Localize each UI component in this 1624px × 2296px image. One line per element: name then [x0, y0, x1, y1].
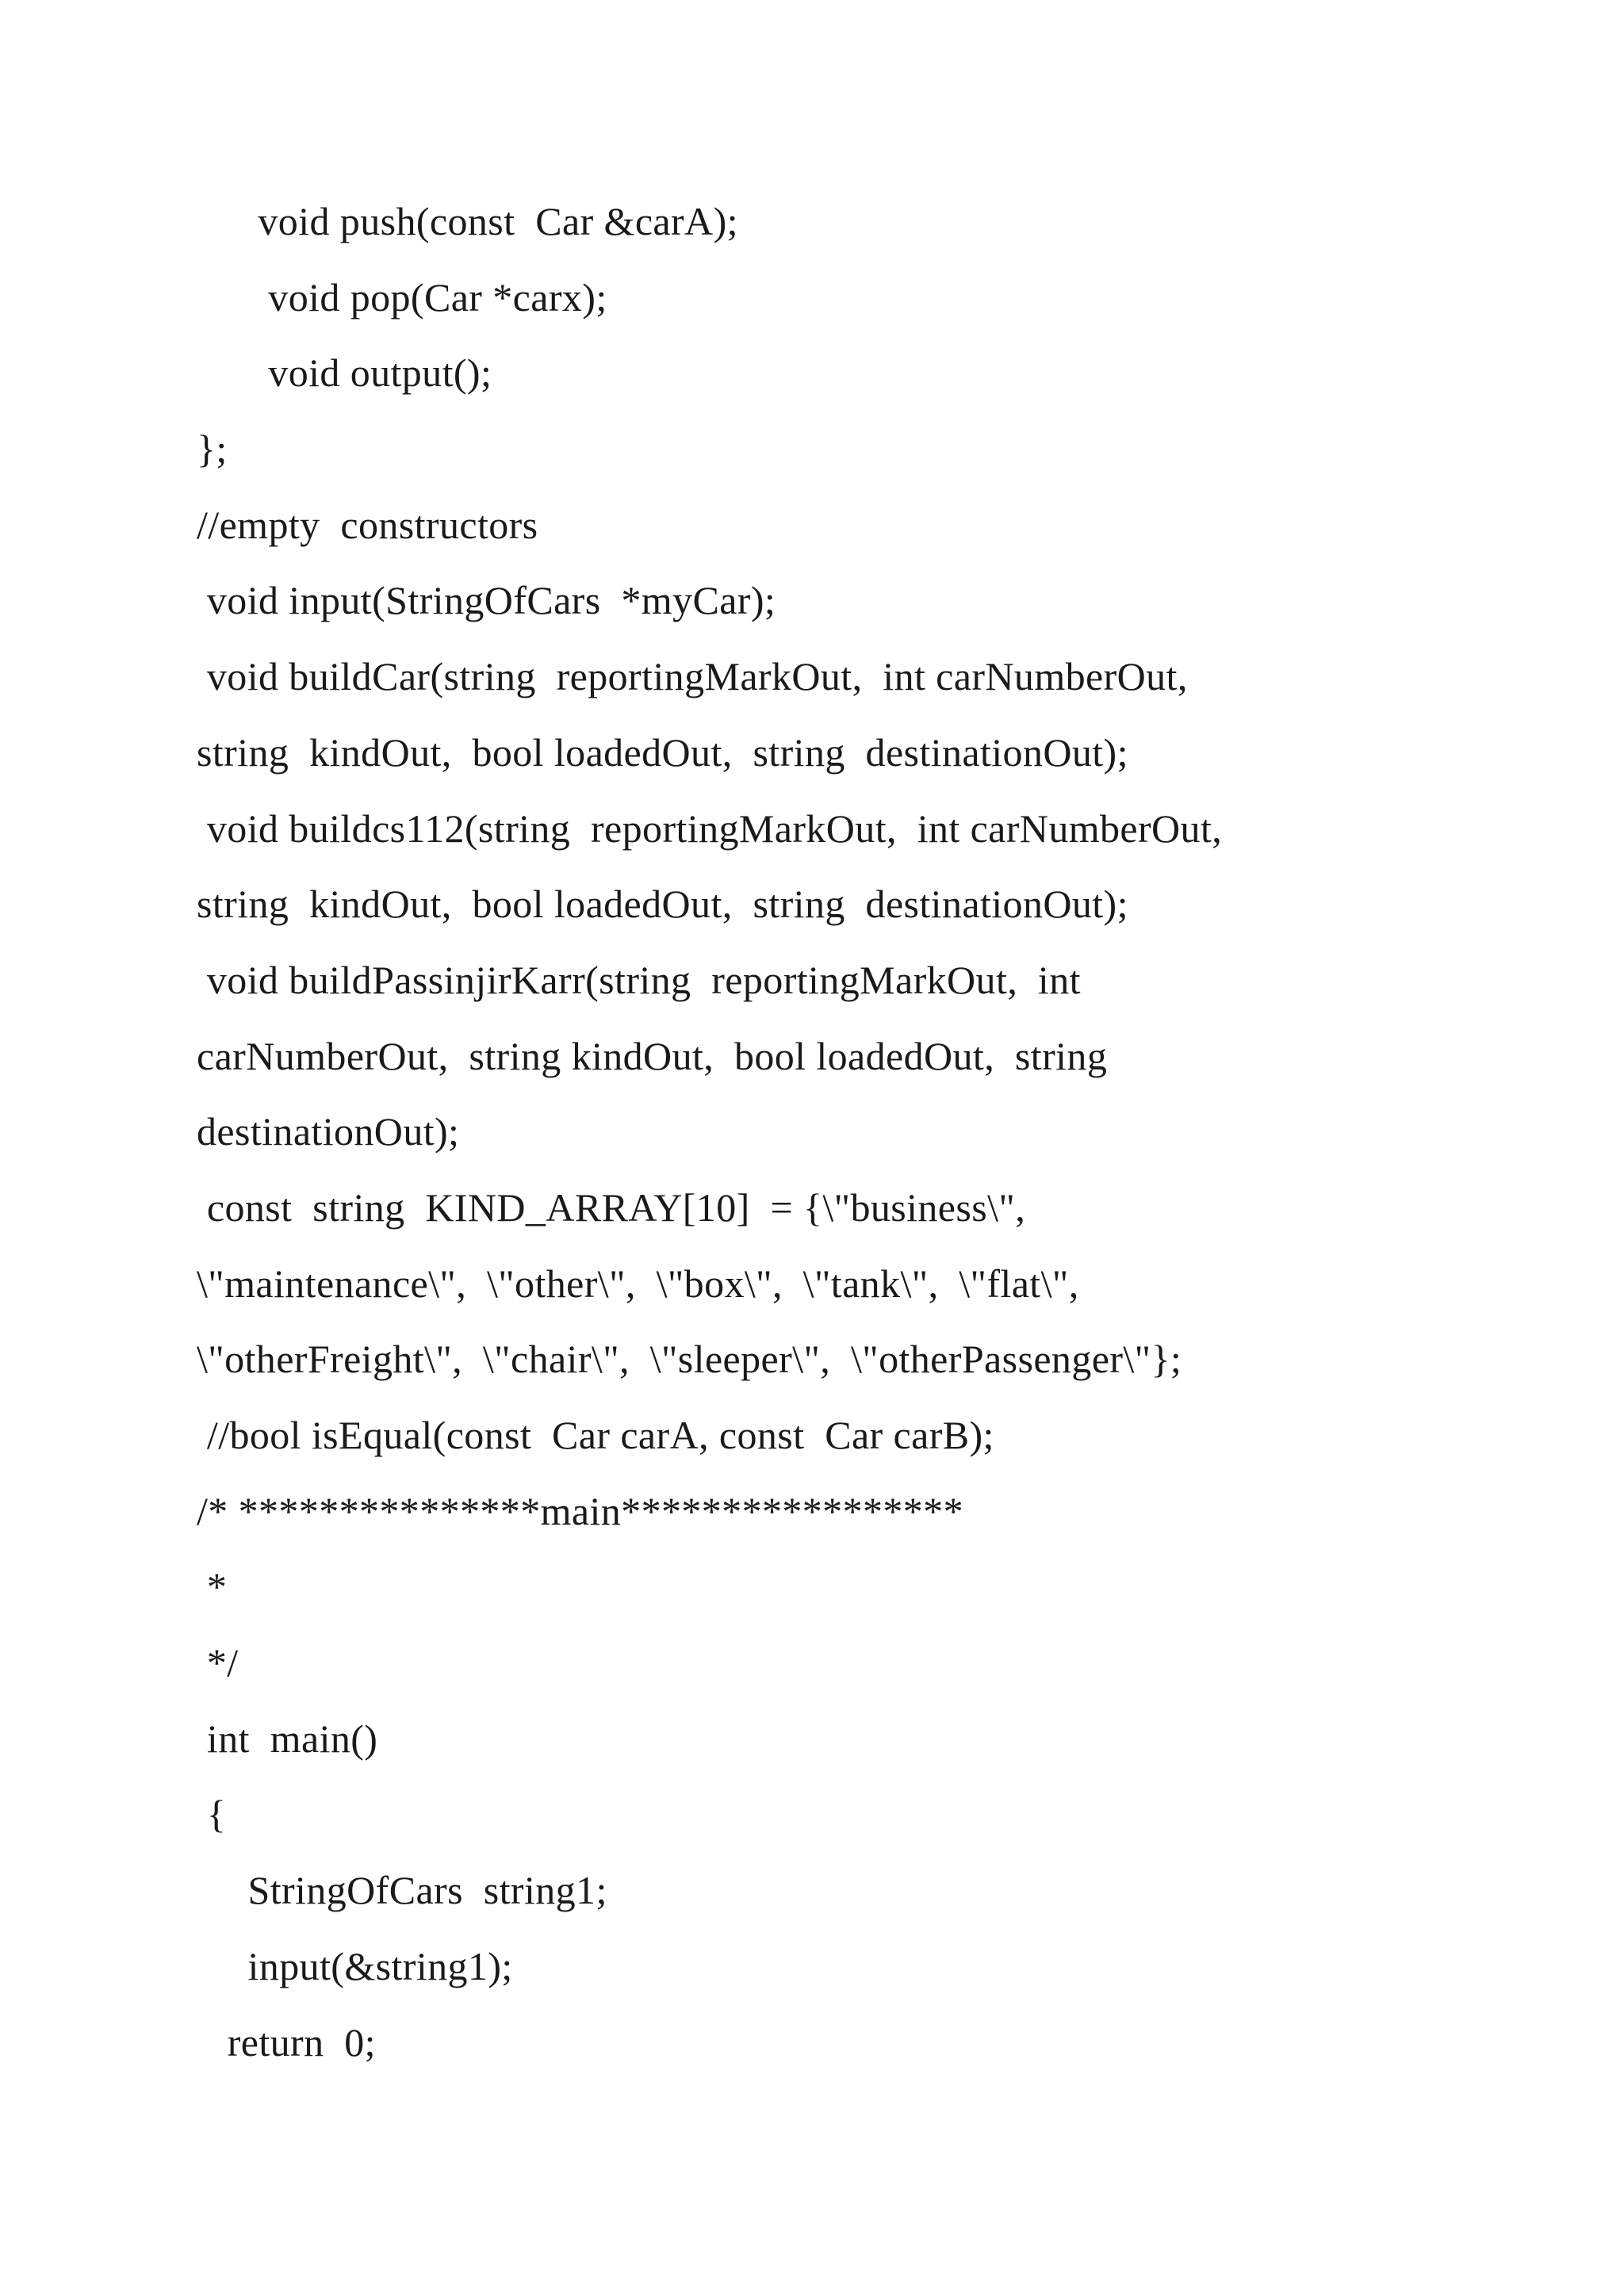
code-comment-line: * [197, 1564, 228, 1609]
code-line: void output(); [197, 350, 492, 396]
code-comment-line: //bool isEqual(const Car carA, const Car carB); [197, 1413, 994, 1457]
code-line: destinationOut); [197, 1109, 460, 1154]
code-listing [197, 192, 1545, 2088]
code-line: carNumberOut, string kindOut, bool loadedOut, string [197, 1033, 1108, 1078]
code-comment-line: */ [197, 1640, 239, 1686]
code-line: \"otherFreight\", \"chair\", \"sleeper\", \"otherPassenger\"}; [197, 1337, 1182, 1382]
code-line: string kindOut, bool loadedOut, string destinationOut); [197, 729, 1128, 775]
code-line: return 0; [197, 2019, 376, 2064]
code-line: const string KIND_ARRAY[10] = {\"business\", [197, 1184, 1026, 1230]
code-line: void buildCar(string reportingMarkOut, int carNumberOut, [197, 654, 1188, 699]
code-comment-line: /* ***************main***************** [197, 1488, 963, 1533]
code-line: string kindOut, bool loadedOut, string destinationOut); [197, 882, 1128, 927]
code-line: }; [197, 427, 228, 472]
code-line: void buildPassinjirKarr(string reportingMarkOut, int [197, 957, 1081, 1002]
code-comment-line: //empty constructors [197, 502, 538, 547]
code-line: void push(const Car &carA); [197, 199, 738, 243]
code-line: int main() [197, 1716, 378, 1761]
code-line: void buildcs112(string reportingMarkOut, int carNumberOut, [197, 806, 1223, 851]
code-line: { [197, 1792, 227, 1837]
code-line: input(&string1); [197, 1943, 513, 1988]
code-line: void input(StringOfCars *myCar); [197, 578, 776, 623]
code-line: void pop(Car *carx); [197, 274, 607, 320]
code-line: StringOfCars string1; [197, 1868, 607, 1913]
code-line: \"maintenance\", \"other\", \"box\", \"tank\", \"flat\", [197, 1261, 1079, 1306]
